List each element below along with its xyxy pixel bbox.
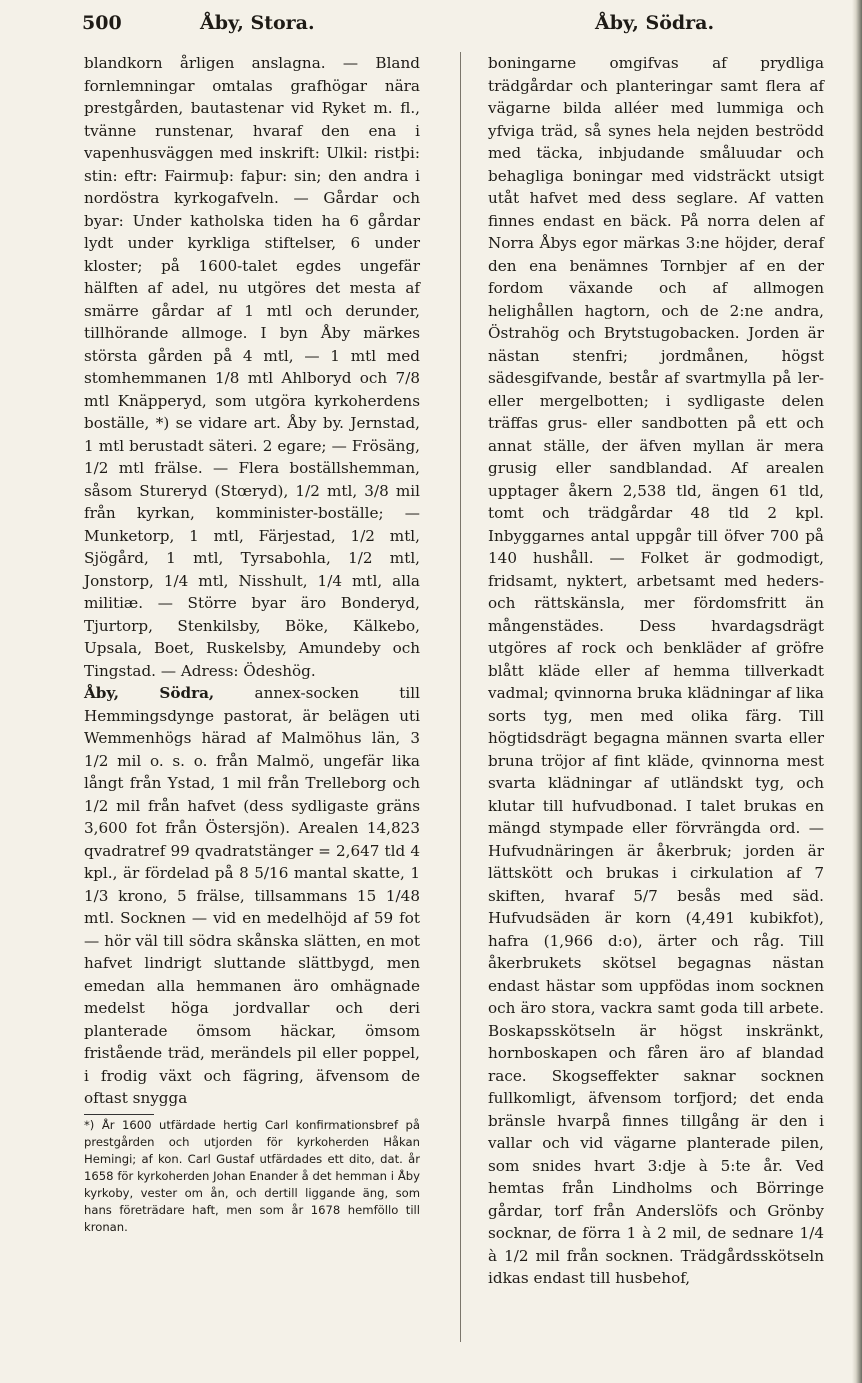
entry-paragraph bbox=[84, 682, 420, 1110]
left-running-head: Åby, Stora. bbox=[200, 12, 315, 34]
left-column bbox=[84, 52, 420, 1236]
page-header bbox=[0, 0, 862, 44]
page-edge-shadow bbox=[852, 0, 862, 1383]
footnote-rule bbox=[84, 1114, 154, 1115]
entry-subword: Södra, bbox=[159, 684, 215, 702]
right-running-head: Åby, Södra. bbox=[595, 12, 715, 34]
entry-text: annex-socken till Hemmingsdynge pastorat, är belägen uti Wemmenhögs härad af Malmöhus län, 3 1/2 mil o. s. o. från Malmö, ungefär lika långt från Ystad, 1 mil från Trelleborg och 1/2 mil från hafvet (dess sydligaste gräns 3,600 fot från Östersjön). Arealen 14,823 qvadratref 99 qvadratstänger = 2,647 tld 4 kpl., är fördelad på 8 5/16 mantal skatte, 1 1/3 krono, 5 frälse, tillsammans 15 1/48 mtl. Socknen — vid en medelhöjd af 59 fot — hör väl till södra skånska slätten, en mot hafvet lindrigt sluttande slättbygd, men emedan alla hemmanen äro omhägnade medelst höga jordvallar och deri planterade ömsom häckar, ömsom fristående träd, merändels pil eller poppel, i frodig växt och fägring, äfvensom de oftast snygga bbox=[84, 684, 420, 1107]
right-column bbox=[488, 52, 824, 1290]
entry-headword: Åby, bbox=[84, 684, 120, 702]
footnote: *) År 1600 utfärdade hertig Carl konfirmationsbref på prestgården och utjorden för kyrkoherden Håkan Hemingi; af kon. Carl Gustaf utfärdades ett dito, dat. år 1658 för kyrkoherden Johan Enander å det hemman i Åby kyrkoby, vester om ån, och dertill liggande äng, som hans företrädare haft, men som år 1678 hemföllo till kronan. bbox=[84, 1117, 420, 1234]
page-number: 500 bbox=[82, 12, 122, 34]
column-divider bbox=[460, 52, 461, 1342]
left-column-text: blandkorn årligen anslagna. — Bland fornlemningar omtalas grafhögar nära prestgården, bautastenar vid Ryket m. fl., tvänne runstenar, hvaraf den ena i vapenhusväggen med inskrift: Ulkil: ristþi: stin: eftr: Fairmuþ: faþur: sin; den andra i nordöstra kyrkogafveln. — Gårdar och byar: Under katholska tiden ha 6 gårdar lydt under kyrkliga stiftelser, 6 under kloster; på 1600-talet egdes ungefär hälften af adel, nu utgöres det mesta af smärre gårdar af 1 mtl och derunder, tillhörande allmoge. I byn Åby märkes största gården på 4 mtl, — 1 mtl med stomhemmanen 1/8 mtl Ahlboryd och 7/8 mtl Knäpperyd, som utgöra kyrkoherdens boställe, *) se vidare art. Åby by. Jernstad, 1 mtl berustadt säteri. 2 egare; — Frösäng, 1/2 mtl frälse. — Flera boställshemman, såsom Stureryd (Stœryd), 1/2 mtl, 3/8 mil från kyrkan, komminister-boställe; — Munketorp, 1 mtl, Färjestad, 1/2 mtl, Sjögård, 1 mtl, Tyrsabohla, 1/2 mtl, Jonstorp, 1/4 mtl, Nisshult, 1/4 mtl, alla militiæ. — Större byar äro Bonderyd, Tjurtorp, Stenkilsby, Böke, Kälkebo, Upsala, Boet, Ruskelsby, Amundeby och Tingstad. — Adress: Ödeshög. bbox=[84, 54, 420, 680]
right-column-text: boningarne omgifvas af prydliga trädgårdar och planteringar samt flera af vägarne bilda alléer med lummiga och yfviga träd, så synes hela nejden beströdd med täcka, inbjudande småluudar och behagliga boningar med vidsträckt utsigt utåt hafvet med dess seglare. Af vatten finnes endast en bäck. På norra delen af Norra Åbys egor märkas 3:ne höjder, deraf den ena benämnes Tornbjer af en der fordom växande och af allmogen helighållen hagtorn, och de 2:ne andra, Östrahög och Brytstugobacken. Jorden är nästan stenfri; jordmånen, högst sädesgifvande, består af svartmylla på ler- eller mergelbotten; i sydligaste delen träffas grus- eller sandbotten på ett och annat ställe, der äfven myllan är mera grusig eller sandblandad. Af arealen upptager åkern 2,538 tld, ängen 61 tld, tomt och trädgårdar 48 tld 2 kpl. Inbyggarnes antal uppgår till öfver 700 på 140 hushåll. — Folket är godmodigt, fridsamt, nyktert, arbetsamt med heders- och rättskänsla, mer fördomsfritt än mångenstädes. Dess hvardagsdrägt utgöres af rock och benkläder af gröfre blått kläde eller af hemma tillverkadt vadmal; qvinnorna bruka klädningar af lika sorts tyg, men med olika färg. Till högtidsdrägt begagna männen svarta eller bruna tröjor af fint kläde, qvinnorna mest svarta klädningar af utländskt tyg, och klutar till hufvudbonad. I talet brukas en mängd stympade eller förvrängda ord. — Hufvudnäringen är åkerbruk; jorden är lättskött och brukas i cirkulation af 7 skiften, hvaraf 5/7 besås med säd. Hufvudsäden är korn (4,491 kubikfot), hafra (1,966 d:o), ärter och råg. Till åkerbrukets skötsel begagnas nästan endast hästar som uppfödas inom socknen och äro stora, vackra samt goda till arbete. Boskapsskötseln är högst inskränkt, hornboskapen och fåren äro af blandad race. Skogseffekter saknar socknen fullkomligt, äfvensom torfjord; det enda bränsle hvarpå finnes tillgång är den i vallar och vid vägarne planterade pilen, som snides hvart 3:dje à 5:te år. Ved hemtas från Lindholms och Börringe gårdar, torf från Anderslöfs och Grönby socknar, de förra 1 à 2 mil, de sednare 1/4 à 1/2 mil från socknen. Trädgårdsskötseln idkas endast till husbehof, bbox=[488, 54, 824, 1287]
